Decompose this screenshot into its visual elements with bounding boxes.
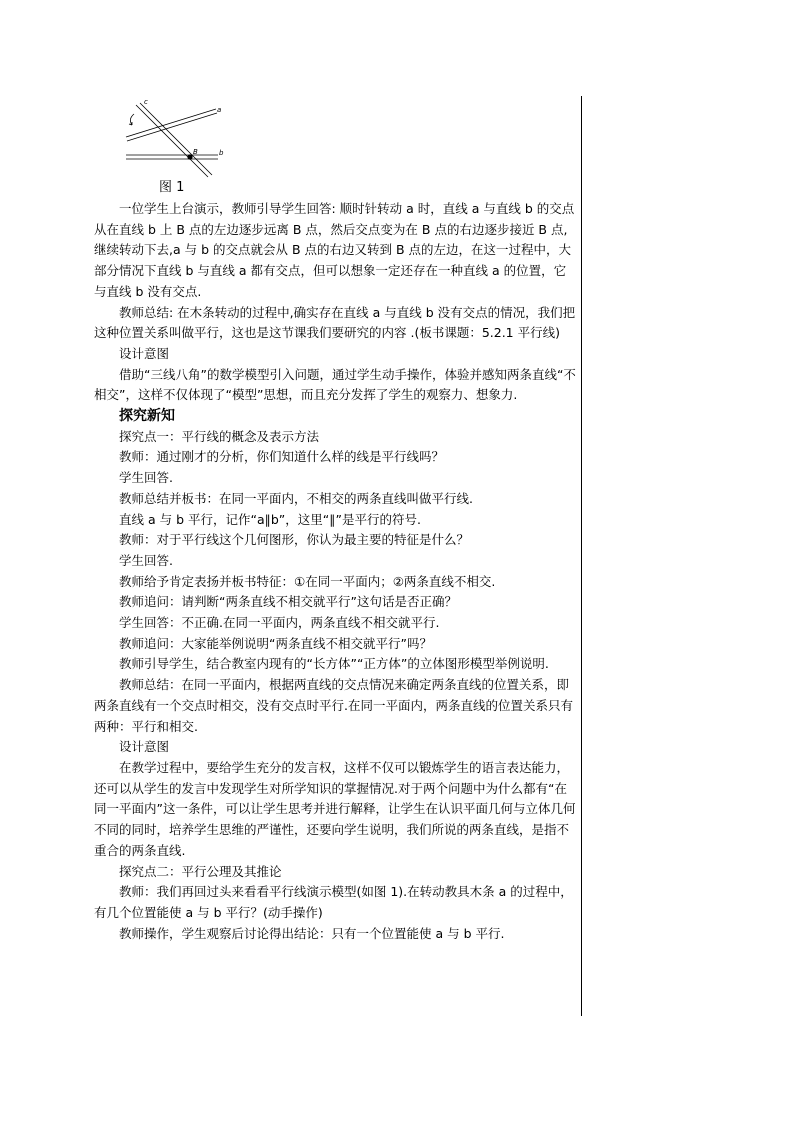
line-b — [126, 155, 218, 159]
paragraph: 一位学生上台演示，教师引导学生回答: 顺时针转动 a 时，直线 a 与直线 b 的交点从在直线 b 上 B 点的左边逐步远离 B 点，然后交点变为在 B 点的右边逐步接近 B 点,继续转动下去,a 与 b 的交点就会从 B 点的右边又转到 B 点的左边，在这一过程中，大部分情况下直线 b 与直线 a 都有交点，但可以想象一定还存在一种直线 a 的位置，它与直线 b 没有交点. — [94, 201, 575, 299]
paragraph: 教师：通过刚才的分析，你们知道什么样的线是平行线吗？ — [119, 449, 445, 465]
paragraph: 教师引导学生，结合教室内现有的“长方体”“正方体”的立体图形模型举例说明. — [119, 656, 549, 672]
label-point-b: B — [193, 148, 198, 156]
design-intent-label: 设计意图 — [119, 739, 170, 755]
paragraph: 教师追问：请判断“两条直线不相交就平行”这句话是否正确？ — [119, 594, 457, 610]
paragraph: 教师给予肯定表扬并板书特征：①在同一平面内；②两条直线不相交. — [119, 573, 496, 589]
subsection-title: 探究点二：平行公理及其推论 — [119, 863, 282, 879]
paragraph: 借助“三线八角”的数学模型引入问题，通过学生动手操作，体验并感知两条直线“不相交”，这样不仅体现了“模型”思想，而且充分发挥了学生的观察力、想象力. — [94, 366, 576, 403]
paragraph: 教师：我们再回过头来看看平行线演示模型(如图 1).在转动教具木条 a 的过程中，有几个位置能使 a 与 b 平行？(动手操作) — [94, 884, 573, 920]
subsection-title: 探究点一：平行线的概念及表示方法 — [119, 428, 320, 444]
table-border-right — [581, 96, 582, 1016]
paragraph: 教师总结: 在木条转动的过程中,确实存在直线 a 与直线 b 没有交点的情况，我们把这种位置关系叫做平行，这也是这节课我们要研究的内容 .(板书课题：5.2.1 平行线) — [94, 304, 576, 341]
paragraph: 教师：对于平行线这个几何图形，你认为最主要的特征是什么？ — [119, 532, 470, 548]
line-a — [126, 109, 217, 141]
point-b — [187, 154, 192, 159]
label-a: a — [217, 106, 222, 114]
paragraph: 学生回答. — [119, 470, 173, 486]
parallel-lines-figure — [112, 97, 238, 185]
label-b: b — [219, 149, 224, 157]
paragraph: 学生回答：不正确.在同一平面内，两条直线不相交就平行. — [119, 615, 440, 631]
paragraph: 教师总结并板书：在同一平面内，不相交的两条直线叫做平行线. — [119, 490, 473, 506]
label-c: c — [144, 98, 148, 106]
paragraph: 教师追问：大家能举例说明“两条直线不相交就平行”吗？ — [119, 635, 432, 651]
paragraph: 在教学过程中，要给学生充分的发言权，这样不仅可以锻炼学生的语言表达能力，还可以从学生的发言中发现学生对所学知识的掌握情况.对于两个问题中为什么都有“在同一平面内”这一条件，可以让学生思考并进行解释，让学生在认识平面几何与立体几何不同的同时，培养学生思维的严谨性，还要向学生说明，我们所说的两条直线，是指不重合的两条直线. — [94, 759, 576, 858]
paragraph: 教师总结：在同一平面内，根据两直线的交点情况来确定两条直线的位置关系，即两条直线有一个交点时相交，没有交点时平行.在同一平面内，两条直线的位置关系只有两种：平行和相交. — [94, 677, 573, 734]
section-heading: 探究新知 — [119, 408, 175, 425]
paragraph: 教师操作，学生观察后讨论得出结论：只有一个位置能使 a 与 b 平行. — [119, 925, 505, 941]
paragraph: 直线 a 与 b 平行，记作“a∥b”，这里“∥”是平行的符号. — [119, 511, 421, 527]
lesson-text — [94, 199, 578, 944]
paragraph: 学生回答. — [119, 552, 173, 568]
design-intent-label: 设计意图 — [119, 345, 170, 361]
figure-caption: 图 1 — [159, 180, 185, 195]
